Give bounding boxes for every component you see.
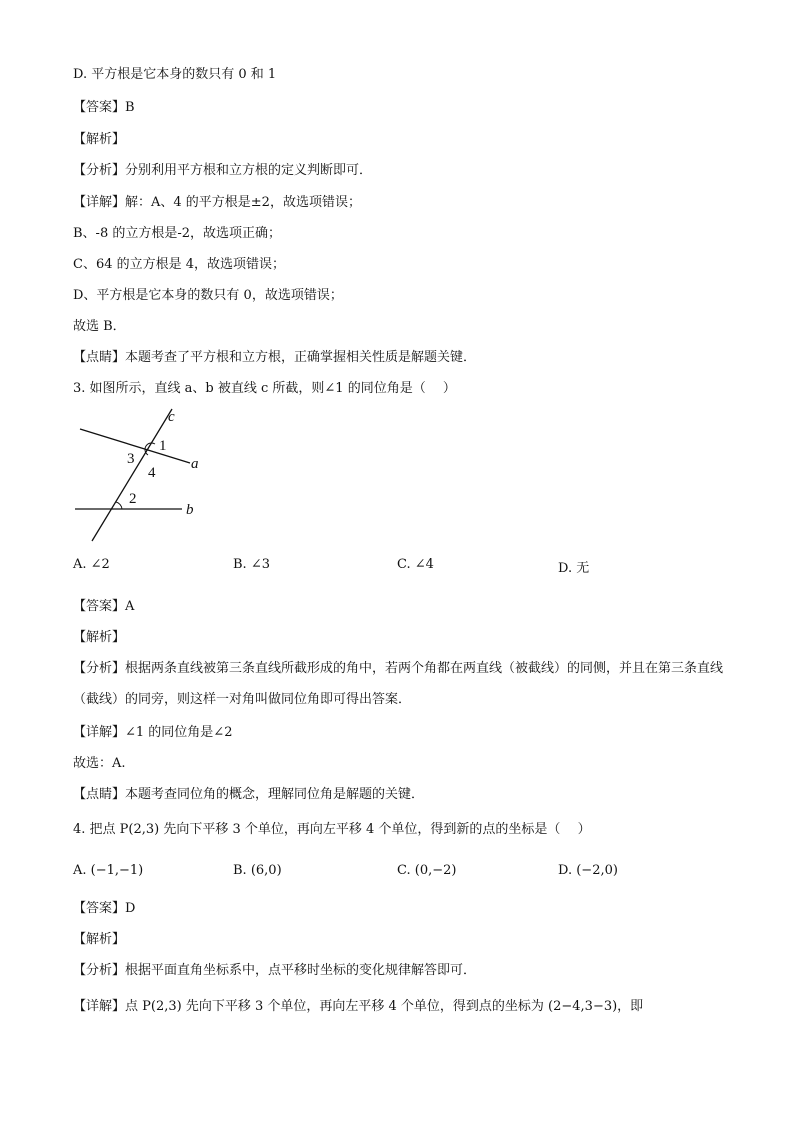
q3-dianjing: 【点睛】本题考查同位角的概念，理解同位角是解题的关键．: [73, 787, 425, 802]
label-a: a: [191, 456, 199, 472]
label-b: b: [186, 502, 194, 518]
q3-option-a: A. ∠2: [73, 557, 110, 572]
q4-stem: 4. 把点 P(2,3) 先向下平移 3 个单位，再向左平移 4 个单位，得到新的点的坐标是（ ）: [73, 822, 591, 837]
q2-choice: 故选 B．: [73, 319, 126, 334]
q2-detail-d: D、平方根是它本身的数只有 0，故选项错误；: [73, 288, 343, 303]
label-3: 3: [127, 451, 135, 467]
q3-stem: 3. 如图所示，直线 a、b 被直线 c 所截，则∠1 的同位角是（ ）: [73, 381, 456, 396]
q2-detail-a: 【详解】解：A、4 的平方根是±2，故选项错误；: [73, 195, 361, 210]
label-1: 1: [159, 438, 167, 454]
q2-dianjing: 【点睛】本题考查了平方根和立方根，正确掌握相关性质是解题关键．: [73, 350, 477, 365]
q4-answer: 【答案】D: [73, 901, 136, 916]
angle-arc-2: [116, 502, 122, 509]
q3-choice: 故选：A.: [73, 756, 126, 771]
q2-option-d: D. 平方根是它本身的数只有 0 和 1: [73, 67, 277, 82]
q4-option-a: A. (−1,−1): [73, 863, 144, 878]
q3-fenxi: 【分析】根据两条直线被第三条直线所截形成的角中，若两个角都在两直线（被截线）的同侧，并且在第三条直线（截线）的同旁，则这样一对角叫做同位角即可得出答案．: [73, 661, 724, 707]
q4-option-c: C. (0,−2): [397, 863, 457, 878]
q3-analysis-heading: 【解析】: [73, 630, 126, 645]
q3-figure-transversal-diagram: [70, 405, 210, 545]
q4-detail: 【详解】点 P(2,3) 先向下平移 3 个单位，再向左平移 4 个单位，得到点的坐标为 (2−4,3−3)，即: [73, 999, 644, 1014]
line-c: [92, 409, 172, 541]
q3-option-d: D. 无: [558, 561, 590, 576]
q2-analysis-heading: 【解析】: [73, 132, 126, 147]
label-4: 4: [148, 465, 156, 481]
q4-fenxi: 【分析】根据平面直角坐标系中，点平移时坐标的变化规律解答即可．: [73, 963, 477, 978]
q3-option-c: C. ∠4: [397, 557, 434, 572]
q4-analysis-heading: 【解析】: [73, 932, 126, 947]
line-a: [80, 429, 190, 463]
label-c: c: [168, 409, 175, 425]
q4-option-d: D. (−2,0): [558, 863, 618, 878]
label-2: 2: [129, 491, 137, 507]
q2-fenxi: 【分析】分别利用平方根和立方根的定义判断即可．: [73, 163, 373, 178]
q3-option-b: B. ∠3: [233, 557, 270, 572]
q2-answer: 【答案】B: [73, 100, 135, 115]
q3-detail: 【详解】∠1 的同位角是∠2: [73, 725, 233, 740]
q2-detail-c: C、64 的立方根是 4，故选项错误；: [73, 257, 286, 272]
q4-option-b: B. (6,0): [233, 863, 282, 878]
q3-answer: 【答案】A: [73, 599, 135, 614]
q2-detail-b: B、-8 的立方根是-2，故选项正确；: [73, 226, 282, 241]
